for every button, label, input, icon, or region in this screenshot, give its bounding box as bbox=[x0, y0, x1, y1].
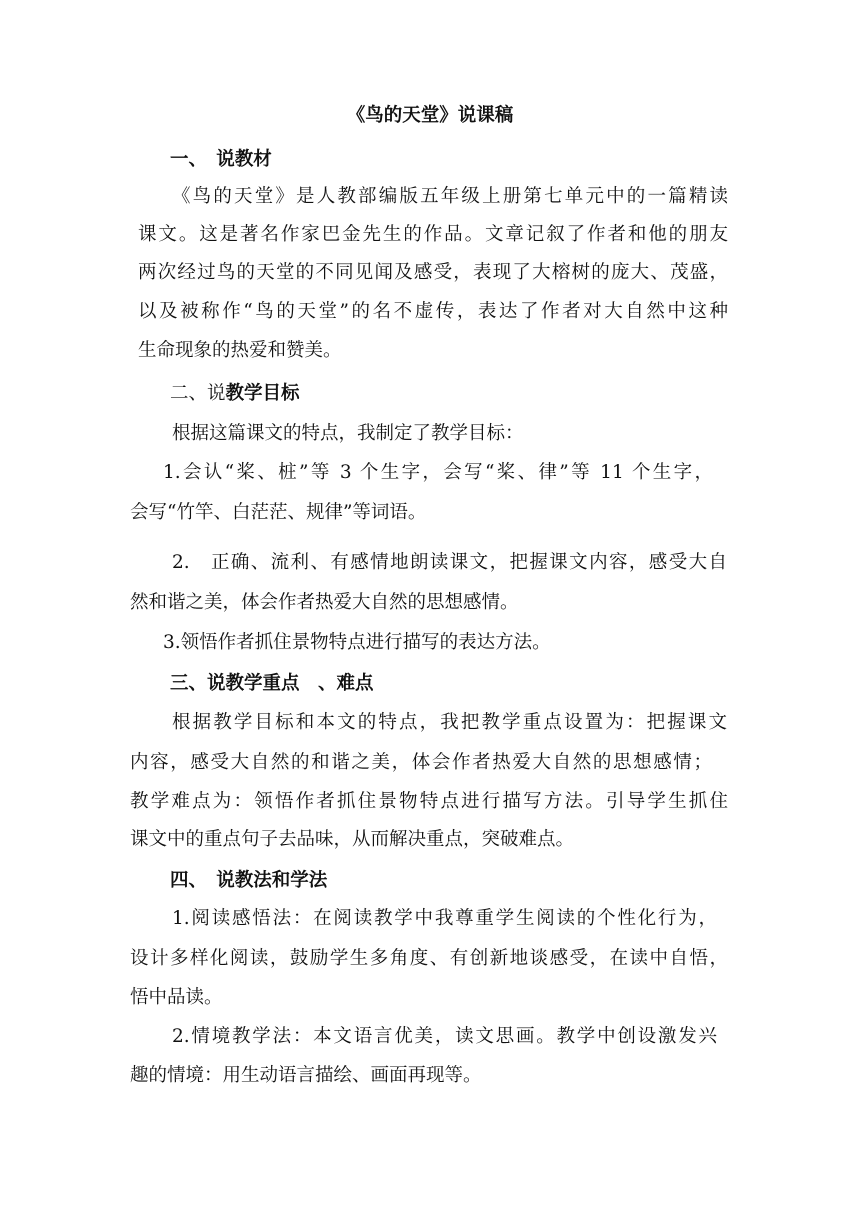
section-heading-bold: 教学目标 bbox=[225, 383, 300, 404]
paragraph-line: 以及被称作“鸟的天堂”的名不虚传，表达了作者对大自然中这种 bbox=[138, 301, 728, 322]
section-heading-2 bbox=[170, 381, 300, 407]
section-heading-3: 三、说教学重点 、难点 bbox=[170, 673, 374, 694]
list-item-line: 1.会认“桨、桩”等 3 个生字，会写“桨、律”等 11 个生字， bbox=[163, 462, 713, 483]
section-heading-1: 一、 说教材 bbox=[170, 149, 272, 170]
paragraph-line: 课文。这是著名作家巴金先生的作品。文章记叙了作者和他的朋友 bbox=[138, 224, 728, 245]
list-item-line: 2. 正确、流利、有感情地朗读课文，把握课文内容，感受大自 bbox=[172, 552, 727, 573]
list-item-line: 然和谐之美，体会作者热爱大自然的思想感情。 bbox=[130, 592, 519, 613]
list-item-line: 设计多样化阅读，鼓励学生多角度、有创新地谈感受，在读中自悟， bbox=[130, 948, 728, 969]
paragraph-line: 教学难点为：领悟作者抓住景物特点进行描写方法。引导学生抓住 bbox=[130, 791, 728, 812]
list-item-line: 会写“竹竿、白茫茫、规律”等词语。 bbox=[130, 502, 427, 523]
section-heading-4: 四、 说教法和学法 bbox=[170, 870, 328, 891]
paragraph-line: 课文中的重点句子去品味，从而解决重点，突破难点。 bbox=[130, 829, 575, 850]
paragraph-line: 根据这篇课文的特点，我制定了教学目标： bbox=[172, 423, 524, 444]
list-item-line: 趣的情境：用生动语言描绘、画面再现等。 bbox=[130, 1065, 482, 1086]
list-item-line: 悟中品读。 bbox=[130, 987, 223, 1008]
section-heading-prefix: 二、说 bbox=[170, 383, 226, 404]
paragraph-line: 两次经过鸟的天堂的不同见闻及感受，表现了大榕树的庞大、茂盛， bbox=[138, 262, 728, 283]
paragraph-line: 内容，感受大自然的和谐之美，体会作者热爱大自然的思想感情； bbox=[130, 752, 712, 773]
list-item-line: 3.领悟作者抓住景物特点进行描写的表达方法。 bbox=[163, 632, 551, 653]
paragraph-line: 《鸟的天堂》是人教部编版五年级上册第七单元中的一篇精读 bbox=[172, 186, 728, 207]
list-item-line: 2.情境教学法：本文语言优美，读文思画。教学中创设激发兴 bbox=[172, 1026, 717, 1047]
paragraph-line: 生命现象的热爱和赞美。 bbox=[138, 340, 342, 361]
document-title: 《鸟的天堂》说课稿 bbox=[346, 105, 514, 126]
paragraph-line: 根据教学目标和本文的特点，我把教学重点设置为：把握课文 bbox=[172, 712, 727, 733]
list-item-line: 1.阅读感悟法：在阅读教学中我尊重学生阅读的个性化行为， bbox=[172, 908, 717, 929]
